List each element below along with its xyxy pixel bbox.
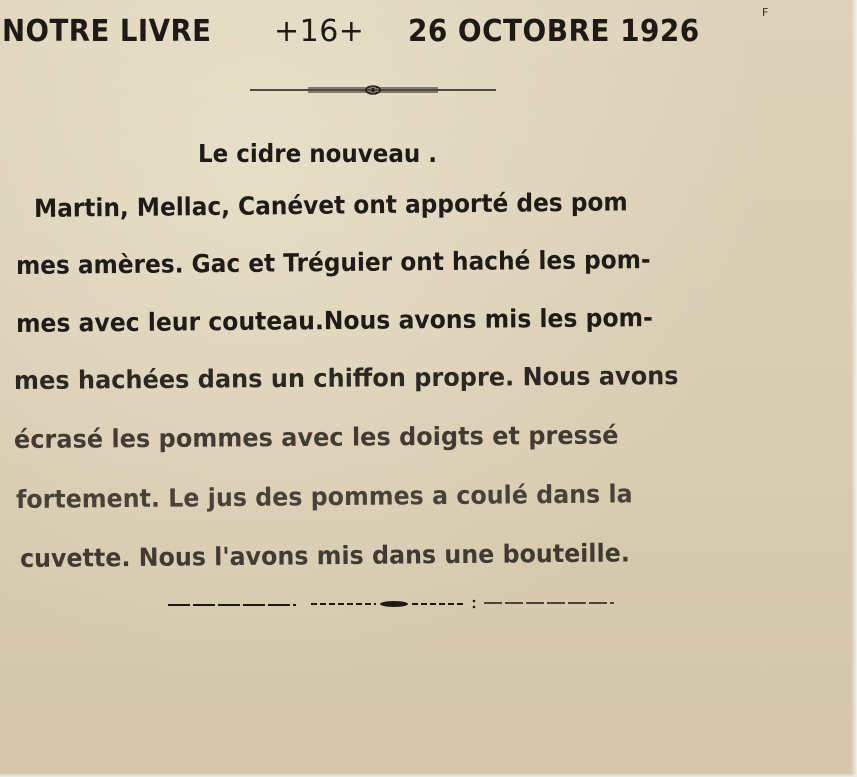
- bottom-ornament: [166, 596, 618, 612]
- body-line: cuvette. Nous l'avons mis dans une bouteille.: [19, 538, 630, 573]
- corner-mark: F: [762, 6, 769, 19]
- body-line: mes hachées dans un chiffon propre. Nous avons: [13, 361, 679, 395]
- body-line: fortement. Le jus des pommes a coulé dans la: [15, 479, 633, 514]
- issue-number: +16+: [274, 14, 365, 49]
- body-line: mes avec leur couteau.Nous avons mis les pom-: [15, 303, 653, 338]
- publication-title: NOTRE LIVRE: [2, 14, 212, 49]
- body-line: mes amères. Gac et Tréguier ont haché les pom-: [15, 245, 651, 280]
- body-line: Martin, Mellac, Canévet ont apporté des pom: [33, 187, 628, 223]
- body-line: écrasé les pommes avec les doigts et pressé: [13, 420, 619, 454]
- paper-edge-right: [851, 0, 857, 777]
- top-ornament: [248, 82, 498, 98]
- page-header: [0, 14, 760, 60]
- article-heading: Le cidre nouveau .: [198, 139, 437, 168]
- paper-edge-bottom: [0, 773, 857, 777]
- issue-date: 26 OCTOBRE 1926: [408, 14, 700, 49]
